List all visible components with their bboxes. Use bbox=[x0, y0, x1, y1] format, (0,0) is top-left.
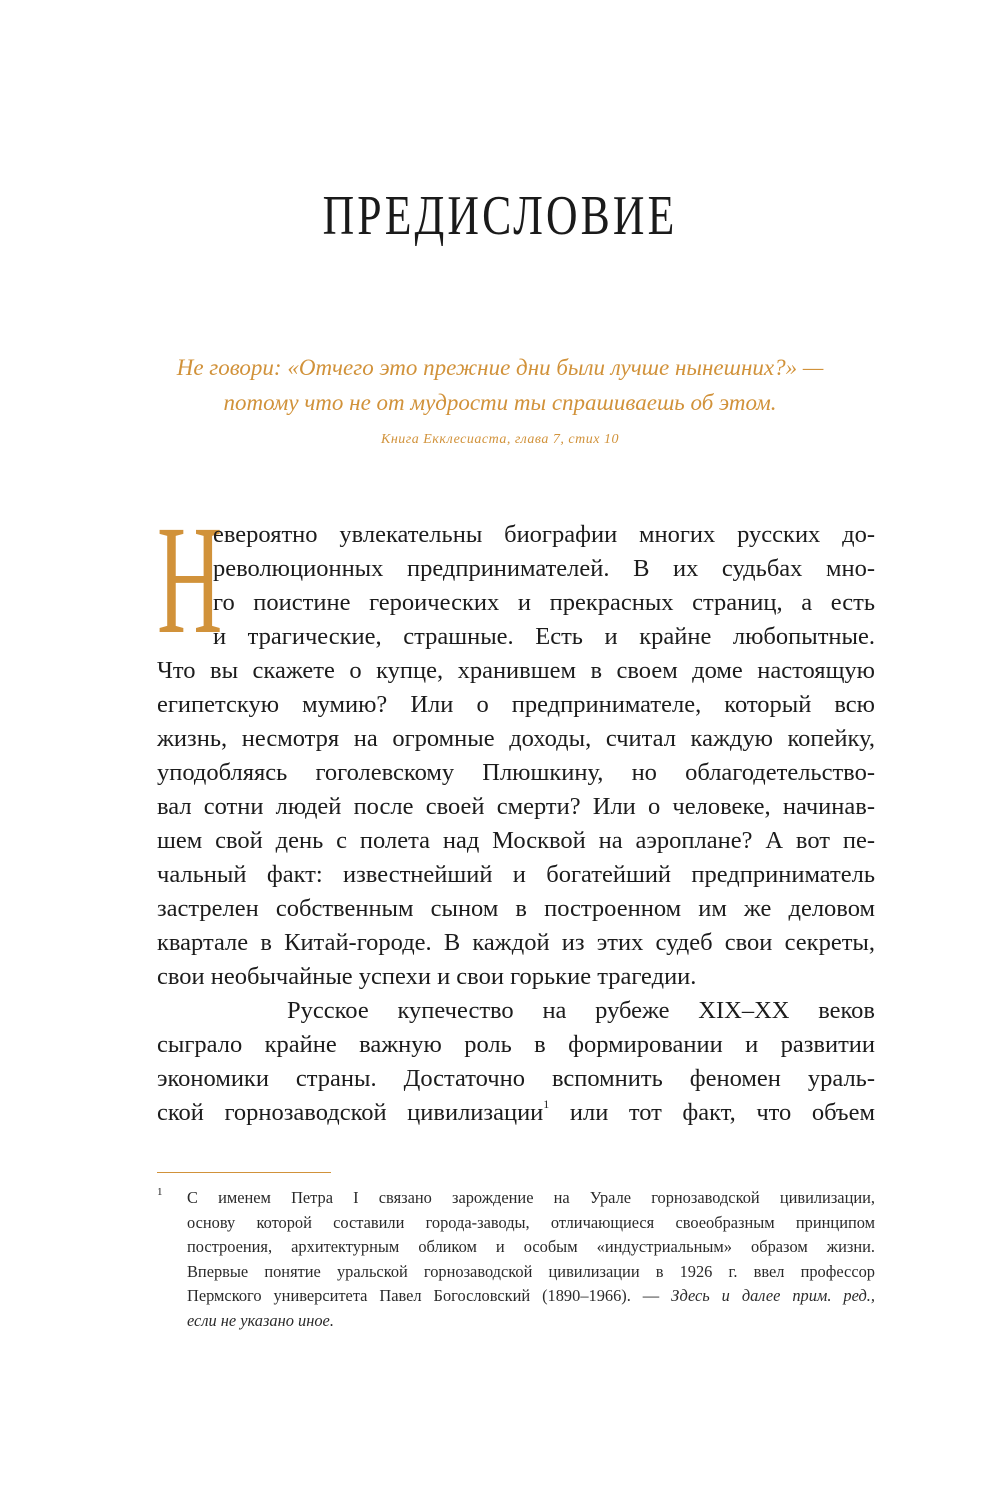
epigraph-line-2: потому что не от мудрости ты спрашиваешь об этом. bbox=[223, 390, 777, 415]
paragraph-2-line-with-footnote bbox=[157, 1096, 875, 1130]
epigraph-line-1: Не говори: «Отчего это прежние дни были лучше нынешних?» — bbox=[176, 355, 824, 380]
footnote-number: 1 bbox=[157, 1186, 163, 1198]
paragraph-2-text-after: или тот факт, что объем bbox=[549, 1099, 875, 1126]
paragraph-2-line: Русское купечество на рубеже XIX–XX веков bbox=[287, 997, 875, 1024]
paragraph-1-line: Что вы скажете о купце, хранившем в своем доме настоящую bbox=[157, 657, 875, 684]
paragraph-1-line: египетскую мумию? Или о предпринимателе, который всю bbox=[157, 691, 875, 718]
epigraph bbox=[140, 350, 860, 448]
footnote-line bbox=[187, 1309, 875, 1334]
paragraph-1-line: вал сотни людей после своей смерти? Или о человеке, начинав- bbox=[157, 793, 875, 820]
paragraph-2-text-before: ской горнозаводской цивилизации bbox=[157, 1099, 544, 1126]
paragraph-1-line: революционных предпринимателей. В их судьбах мно- bbox=[213, 555, 875, 582]
footnote-line-5-text: Пермского университета Павел Богословский (1890–1966). — bbox=[187, 1286, 672, 1305]
footnote-line: Впервые понятие уральской горнозаводской цивилизации в 1926 г. ввел профессор bbox=[187, 1261, 875, 1281]
footnote bbox=[157, 1186, 875, 1333]
footnote-reference[interactable]: 1 bbox=[543, 1097, 550, 1111]
paragraph-1-line: евероятно увлекательны биографии многих русских до- bbox=[213, 521, 875, 548]
footnote-line: построения, архитектурным обликом и особым «индустриальным» образом жизни. bbox=[187, 1237, 875, 1256]
paragraph-2-line: экономики страны. Достаточно вспомнить феномен ураль- bbox=[157, 1065, 875, 1092]
paragraph-1-line: чальный факт: известнейший и богатейший предприниматель bbox=[157, 861, 875, 888]
footnote-editor-note-end: если не указано иное. bbox=[187, 1310, 334, 1330]
paragraph-2-line: сыграло крайне важную роль в формировании и развитии bbox=[157, 1031, 875, 1058]
paragraph-1-line: жизнь, несмотря на огромные доходы, считал каждую копейку, bbox=[157, 725, 875, 752]
paragraph-1-line: го поистине героических и прекрасных страниц, а есть bbox=[213, 589, 875, 616]
paragraph-1-line: свои необычайные успехи и свои горькие трагедии. bbox=[157, 963, 697, 990]
page-title: ПРЕДИСЛОВИЕ bbox=[322, 185, 678, 247]
drop-cap: Н bbox=[157, 493, 223, 666]
footnote-line bbox=[187, 1284, 875, 1309]
footnote-editor-note: Здесь и далее прим. ред., bbox=[671, 1286, 875, 1305]
paragraph-1-line: уподобляясь гоголевскому Плюшкину, но облагодетельство- bbox=[157, 759, 875, 786]
paragraph-1-line: квартале в Китай-городе. В каждой из этих судеб свои секреты, bbox=[157, 929, 875, 956]
footnote-line: С именем Петра I связано зарождение на Урале горнозаводской цивилизации, bbox=[187, 1188, 875, 1207]
paragraph-1-line: застрелен собственным сыном в построенном им же деловом bbox=[157, 895, 875, 922]
paragraph-1-line: и трагические, страшные. Есть и крайне любопытные. bbox=[213, 623, 875, 650]
footnote-divider bbox=[157, 1172, 331, 1173]
body-text bbox=[157, 493, 875, 1130]
epigraph-source: Книга Екклесиаста, глава 7, стих 10 bbox=[381, 432, 619, 447]
paragraph-1-line: шем свой день с полета над Москвой на аэроплане? А вот пе- bbox=[157, 827, 875, 854]
footnote-line: основу которой составили города-заводы, отличающиеся своеобразным принципом bbox=[187, 1212, 875, 1232]
